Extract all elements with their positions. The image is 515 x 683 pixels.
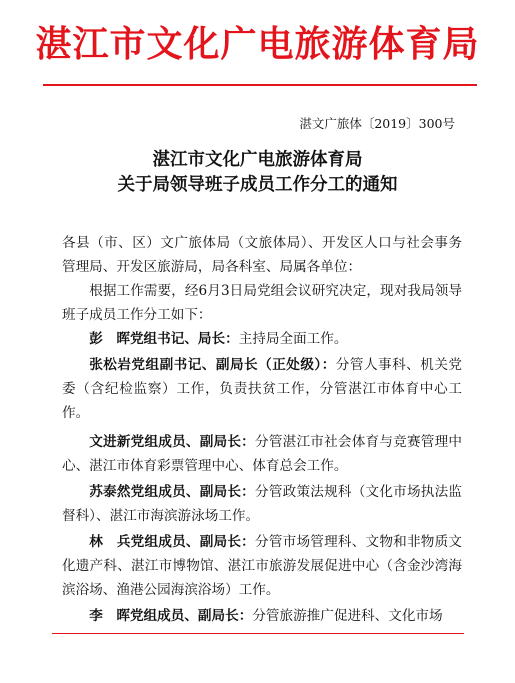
page-bottom-rule [52, 633, 464, 634]
leader-role: 党组成员、副局长： [130, 534, 255, 550]
intro-paragraph: 根据工作需要，经6月3日局党组会议研究决定，现对我局领导班子成员工作分工如下： [62, 283, 462, 323]
leader-role: 党组副书记、副局长（正处级）： [131, 357, 336, 373]
leader-name: 苏泰然 [89, 484, 131, 500]
assignment-item [62, 530, 462, 602]
leader-role: 党组成员、副局长： [130, 484, 255, 500]
assignment-item [62, 327, 462, 351]
letterhead: 湛江市文化广电旅游体育局 [35, 23, 480, 65]
leader-role: 党组书记、局长： [129, 331, 239, 347]
notice-body [62, 231, 462, 628]
leader-duty: 分管市场管理科、文物和非物质文化遗产科、湛江市博物馆、湛江市旅游发展促进中心（含金沙湾海滨浴场、渔港公园海滨浴场）工作。 [62, 534, 463, 598]
leader-duty: 分管政策法规科（文化市场执法监督科）、湛江市海滨游泳场工作。 [62, 484, 463, 524]
assignment-item [62, 353, 462, 425]
leader-duty: 分管旅游推广促进科、文化市场 [252, 608, 443, 624]
assignment-item [62, 480, 462, 528]
leader-name: 张松岩 [89, 357, 132, 373]
leader-name: 李 晖 [89, 608, 130, 624]
leader-role: 党组成员、副局长： [129, 608, 253, 624]
notice-title-line-1: 湛江市文化广电旅游体育局 [152, 150, 363, 170]
leader-duty: 主持局全面工作。 [238, 331, 348, 347]
header-red-rule [43, 84, 477, 86]
leader-duty: 分管人事科、机关党委（含纪检监察）工作，负责扶贫工作，分管湛江市体育中心工作。 [62, 357, 463, 421]
assignment-item [62, 430, 462, 478]
addressee: 各县（市、区）文广旅体局（文旅体局）、开发区人口与社会事务管理局、开发区旅游局，局各科室、局属各单位： [62, 235, 462, 275]
document-number: 湛文广旅体〔2019〕300号 [299, 116, 455, 131]
leader-name: 文进新 [89, 434, 131, 450]
leader-role: 党组成员、副局长： [130, 434, 255, 450]
assignment-item [62, 604, 462, 628]
leader-name: 彭 晖 [89, 331, 130, 347]
leader-duty: 分管湛江市社会体育与竞赛管理中心、湛江市体育彩票管理中心、体育总会工作。 [62, 434, 463, 474]
notice-title-line-2: 关于局领导班子成员工作分工的通知 [117, 175, 398, 195]
leader-name: 林 兵 [89, 534, 131, 550]
